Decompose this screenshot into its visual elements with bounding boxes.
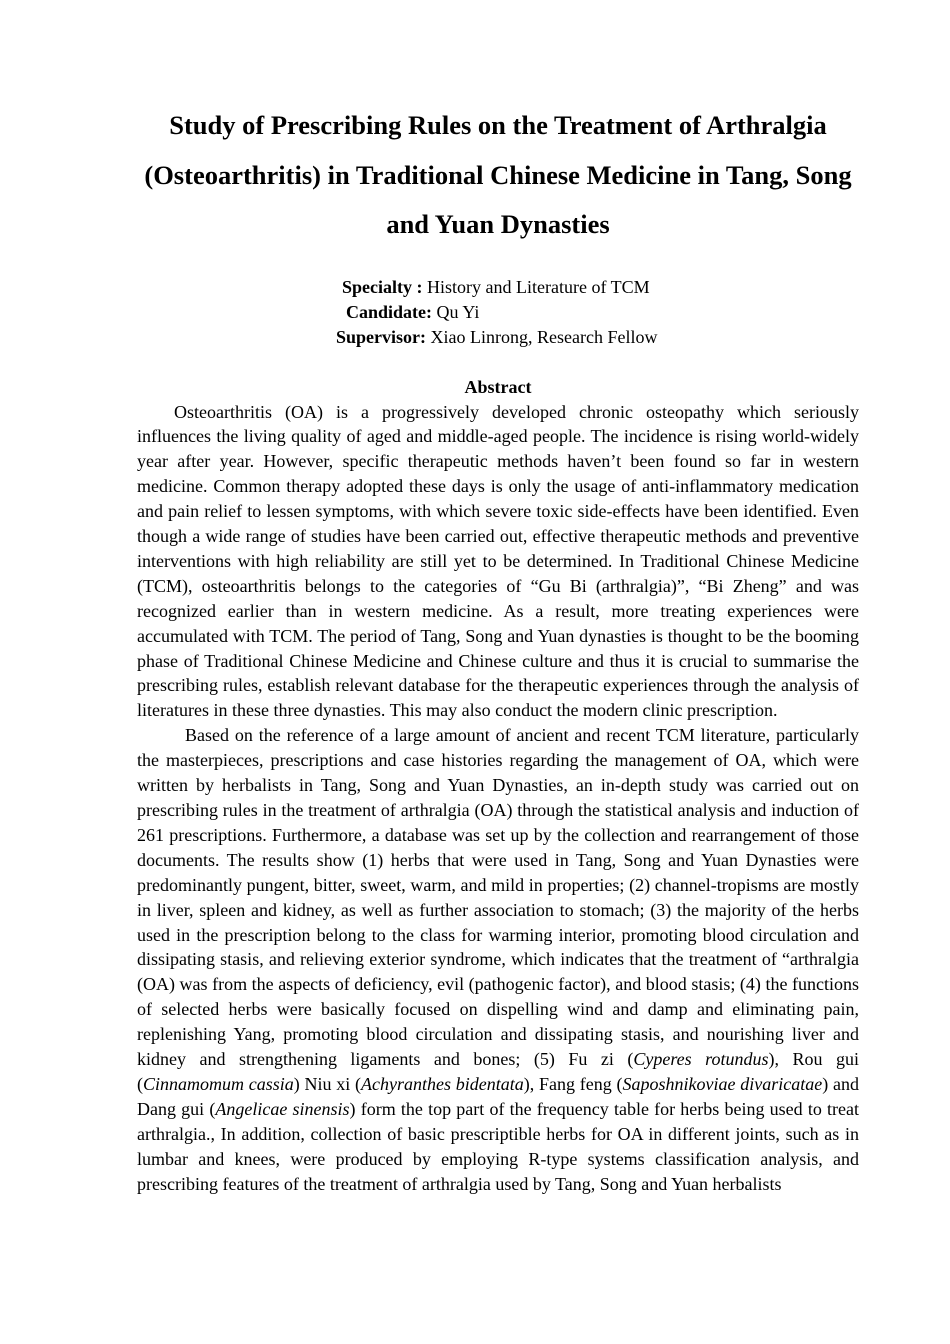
paragraph-2-text: ) and Dang gui ( [137,1073,859,1119]
candidate-label: Candidate: [346,301,433,322]
document-page [137,0,859,1197]
supervisor-line [137,325,859,350]
specialty-value: History and Literature of TCM [422,276,650,297]
latin-name-angelicae: Angelicae sinensis [215,1098,350,1119]
abstract-paragraph-1: Osteoarthritis (OA) is a progressively developed chronic osteopathy which seriously influences the living quality of aged and middle-aged people. The incidence is rising world-widely year after year. However, specific therapeutic methods haven’t been found so far in western medicine. Common therapy adopted these days is only the usage of anti-inflammatory medication and pain relief to lessen symptoms, with which severe toxic side-effects have been identified. Even though a wide range of studies have been carried out, effective therapeutic methods and preventive interventions with high reliability are still yet to be determined. In Traditional Chinese Medicine (TCM), osteoarthritis belongs to the categories of “Gu Bi (arthralgia)”, “Bi Zheng” and was recognized earlier than in western medicine. As a result, more treating experiences were accumulated with TCM. The period of Tang, Song and Yuan dynasties is thought to be the booming phase of Traditional Chinese Medicine and Chinese culture and thus it is crucial to summarise the prescribing rules, establish relevant database for the therapeutic experiences through the analysis of literatures in these three dynasties. This may also conduct the modern clinic prescription. [137,401,859,721]
paragraph-2-text: ) Niu xi ( [293,1073,362,1094]
paragraph-2-text: ), Fang feng ( [523,1073,623,1094]
latin-name-saposhnikoviae: Saposhnikoviae divaricatae [622,1073,823,1094]
paragraph-2-text: Based on the reference of a large amount of ancient and recent TCM literature, particularly the masterpieces, prescriptions and case histories regarding the management of OA, which were written by herbalists in Tang, Song and Yuan Dynasties, an in-depth study was carried out on prescribing rules in the treatment of arthralgia (OA) through the statistical analysis and induction of 261 prescriptions. Furthermore, a database was set up by the collection and rearrangement of those documents. The results show (1) herbs that were used in Tang, Song and Yuan Dynasties were predominantly pungent, bitter, sweet, warm, and mild in properties; (2) channel-tropisms are mostly in liver, spleen and kidney, as well as further association to stomach; (3) the majority of the herbs used in the prescription belong to the class for warming interior, promoting blood circulation and dissipating stasis, and relieving exterior syndrome, which indicates that the treatment of “arthralgia (OA) was from the aspects of deficiency, evil (pathogenic factor), and blood stasis; (4) the functions of selected herbs were basically focused on dispelling wind and damp and eliminating pain, replenishing Yang, promoting blood circulation and dissipating stasis, and nourishing liver and kidney and strengthening ligaments and bones; (5) Fu zi ( [137,725,859,1070]
specialty-label: Specialty : [342,276,423,297]
specialty-line [137,275,859,300]
paragraph-2-text: ), Rou gui ( [137,1049,859,1094]
thesis-metadata [137,275,859,350]
candidate-line [137,300,859,325]
abstract-heading: Abstract [464,376,532,397]
paragraph-2-text: ) form the top part of the frequency table for herbs being used to treat arthralgia., In addition, collection of basic prescriptible herbs for OA in different joints, such as in lumbar and knees, were produced by employing R-type systems classification analysis, and prescribing features of the treatment of arthralgia used by Tang, Song and Yuan herbalists [137,1098,860,1194]
supervisor-value: Xiao Linrong, Research Fellow [426,326,658,347]
abstract-paragraph-2 [137,723,859,1196]
latin-name-achyranthes: Achyranthes bidentata [361,1073,524,1094]
document-title: Study of Prescribing Rules on the Treatment of Arthralgia (Osteoarthritis) in Traditional Chinese Medicine in Tang, Song and Yuan Dynasties [144,110,852,239]
supervisor-label: Supervisor: [336,326,426,347]
latin-name-cyperes: Cyperes rotundus [633,1049,769,1070]
latin-name-cinnamomum: Cinnamomum cassia [143,1073,294,1094]
candidate-value: Qu Yi [432,301,480,322]
